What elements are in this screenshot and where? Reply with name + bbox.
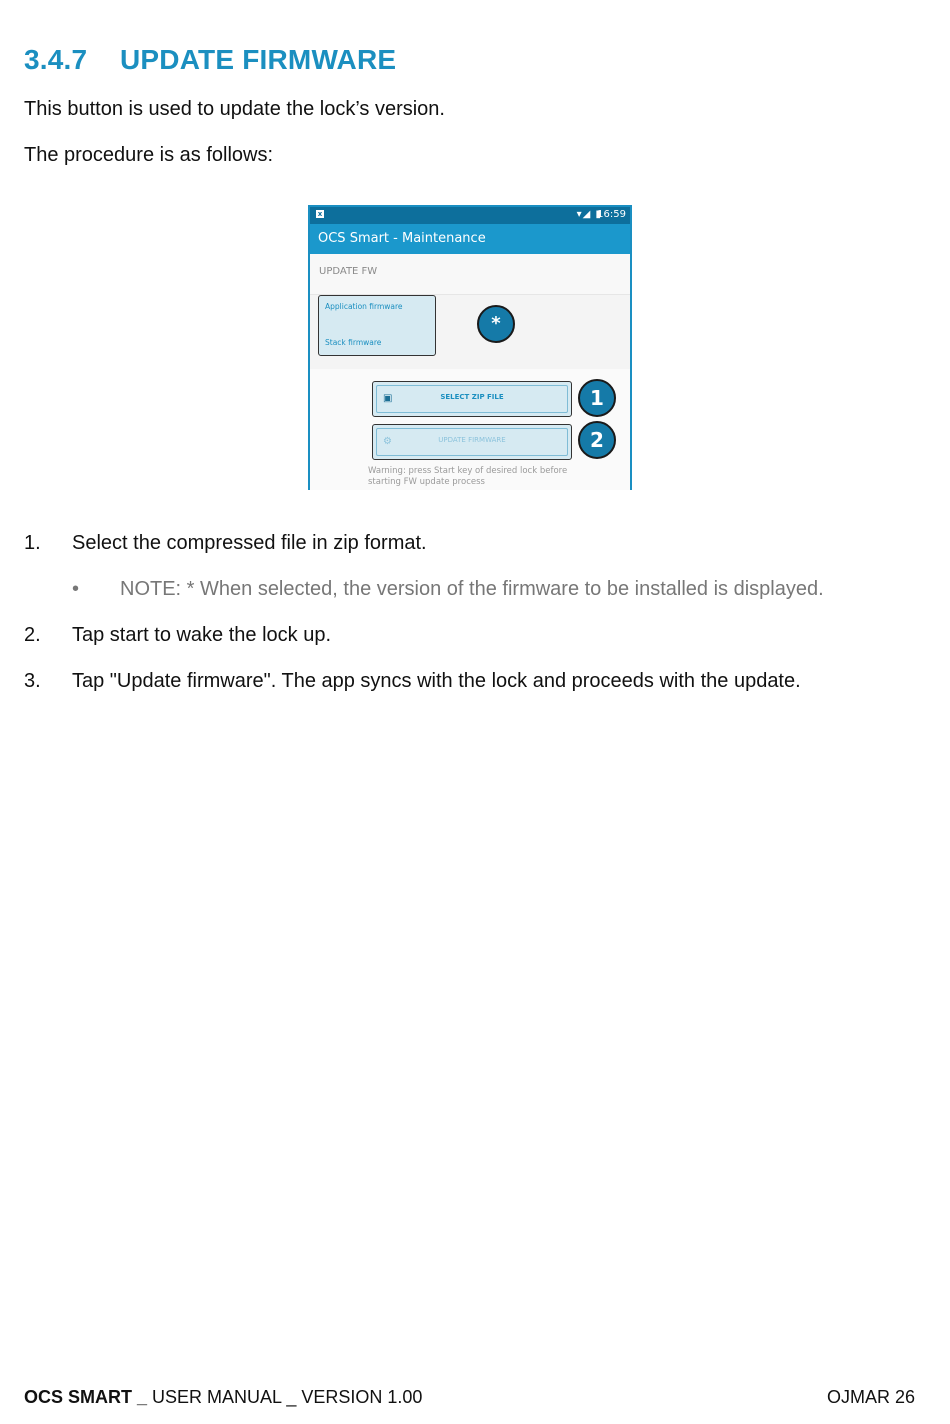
stack-firmware-label: Stack firmware xyxy=(325,338,382,347)
footer-product: OCS SMART _ xyxy=(24,1387,148,1407)
select-zip-file-button[interactable] xyxy=(372,381,572,417)
signal-battery-icon: ▾◢ ▮ xyxy=(576,209,602,220)
step-3 xyxy=(24,670,801,693)
step-number: 3. xyxy=(24,670,41,692)
update-fw-section xyxy=(310,254,630,295)
step-number: 2. xyxy=(24,624,41,646)
folder-add-icon: ▣ xyxy=(383,393,393,404)
note-text: NOTE: * When selected, the version of the firmware to be installed is displayed. xyxy=(120,578,824,600)
footer-manual-title xyxy=(24,1387,422,1408)
callout-1-badge: 1 xyxy=(578,379,616,417)
status-bar xyxy=(310,207,630,224)
footer-manual: USER MANUAL _ VERSION 1.00 xyxy=(147,1387,423,1407)
step-text: Select the compressed file in zip format. xyxy=(72,532,427,554)
update-firmware-label: UPDATE FIRMWARE xyxy=(438,436,506,444)
update-fw-label: UPDATE FW xyxy=(319,266,378,277)
intro-text: This button is used to update the lock’s version. xyxy=(24,98,445,120)
app-screenshot xyxy=(308,205,632,490)
status-time: 16:59 xyxy=(597,209,626,220)
bullet: • xyxy=(72,578,80,600)
section-heading xyxy=(24,44,396,76)
app-title: OCS Smart - Maintenance xyxy=(318,231,486,246)
update-firmware-button[interactable] xyxy=(372,424,572,460)
step-number: 1. xyxy=(24,532,41,554)
step-2 xyxy=(24,624,331,647)
app-bar xyxy=(310,224,630,254)
section-title: UPDATE FIRMWARE xyxy=(120,44,397,75)
firmware-version-box xyxy=(318,295,436,356)
step-text: Tap start to wake the lock up. xyxy=(72,624,332,646)
select-zip-label: SELECT ZIP FILE xyxy=(440,393,504,401)
step-text: Tap "Update firmware". The app syncs with the lock and proceeds with the update. xyxy=(72,670,801,692)
procedure-intro: The procedure is as follows: xyxy=(24,144,274,166)
warning-text: Warning: press Start key of desired lock before starting FW update process xyxy=(368,466,568,487)
section-number: 3.4.7 xyxy=(24,44,88,75)
callout-star-badge: * xyxy=(477,305,515,343)
callout-2-badge: 2 xyxy=(578,421,616,459)
footer-page-number: OJMAR 26 xyxy=(826,1387,915,1407)
step-1 xyxy=(24,532,427,555)
notification-icon: x xyxy=(317,210,323,218)
application-firmware-label: Application firmware xyxy=(325,302,403,311)
chip-icon: ⚙ xyxy=(383,436,392,447)
note-item xyxy=(72,578,824,601)
